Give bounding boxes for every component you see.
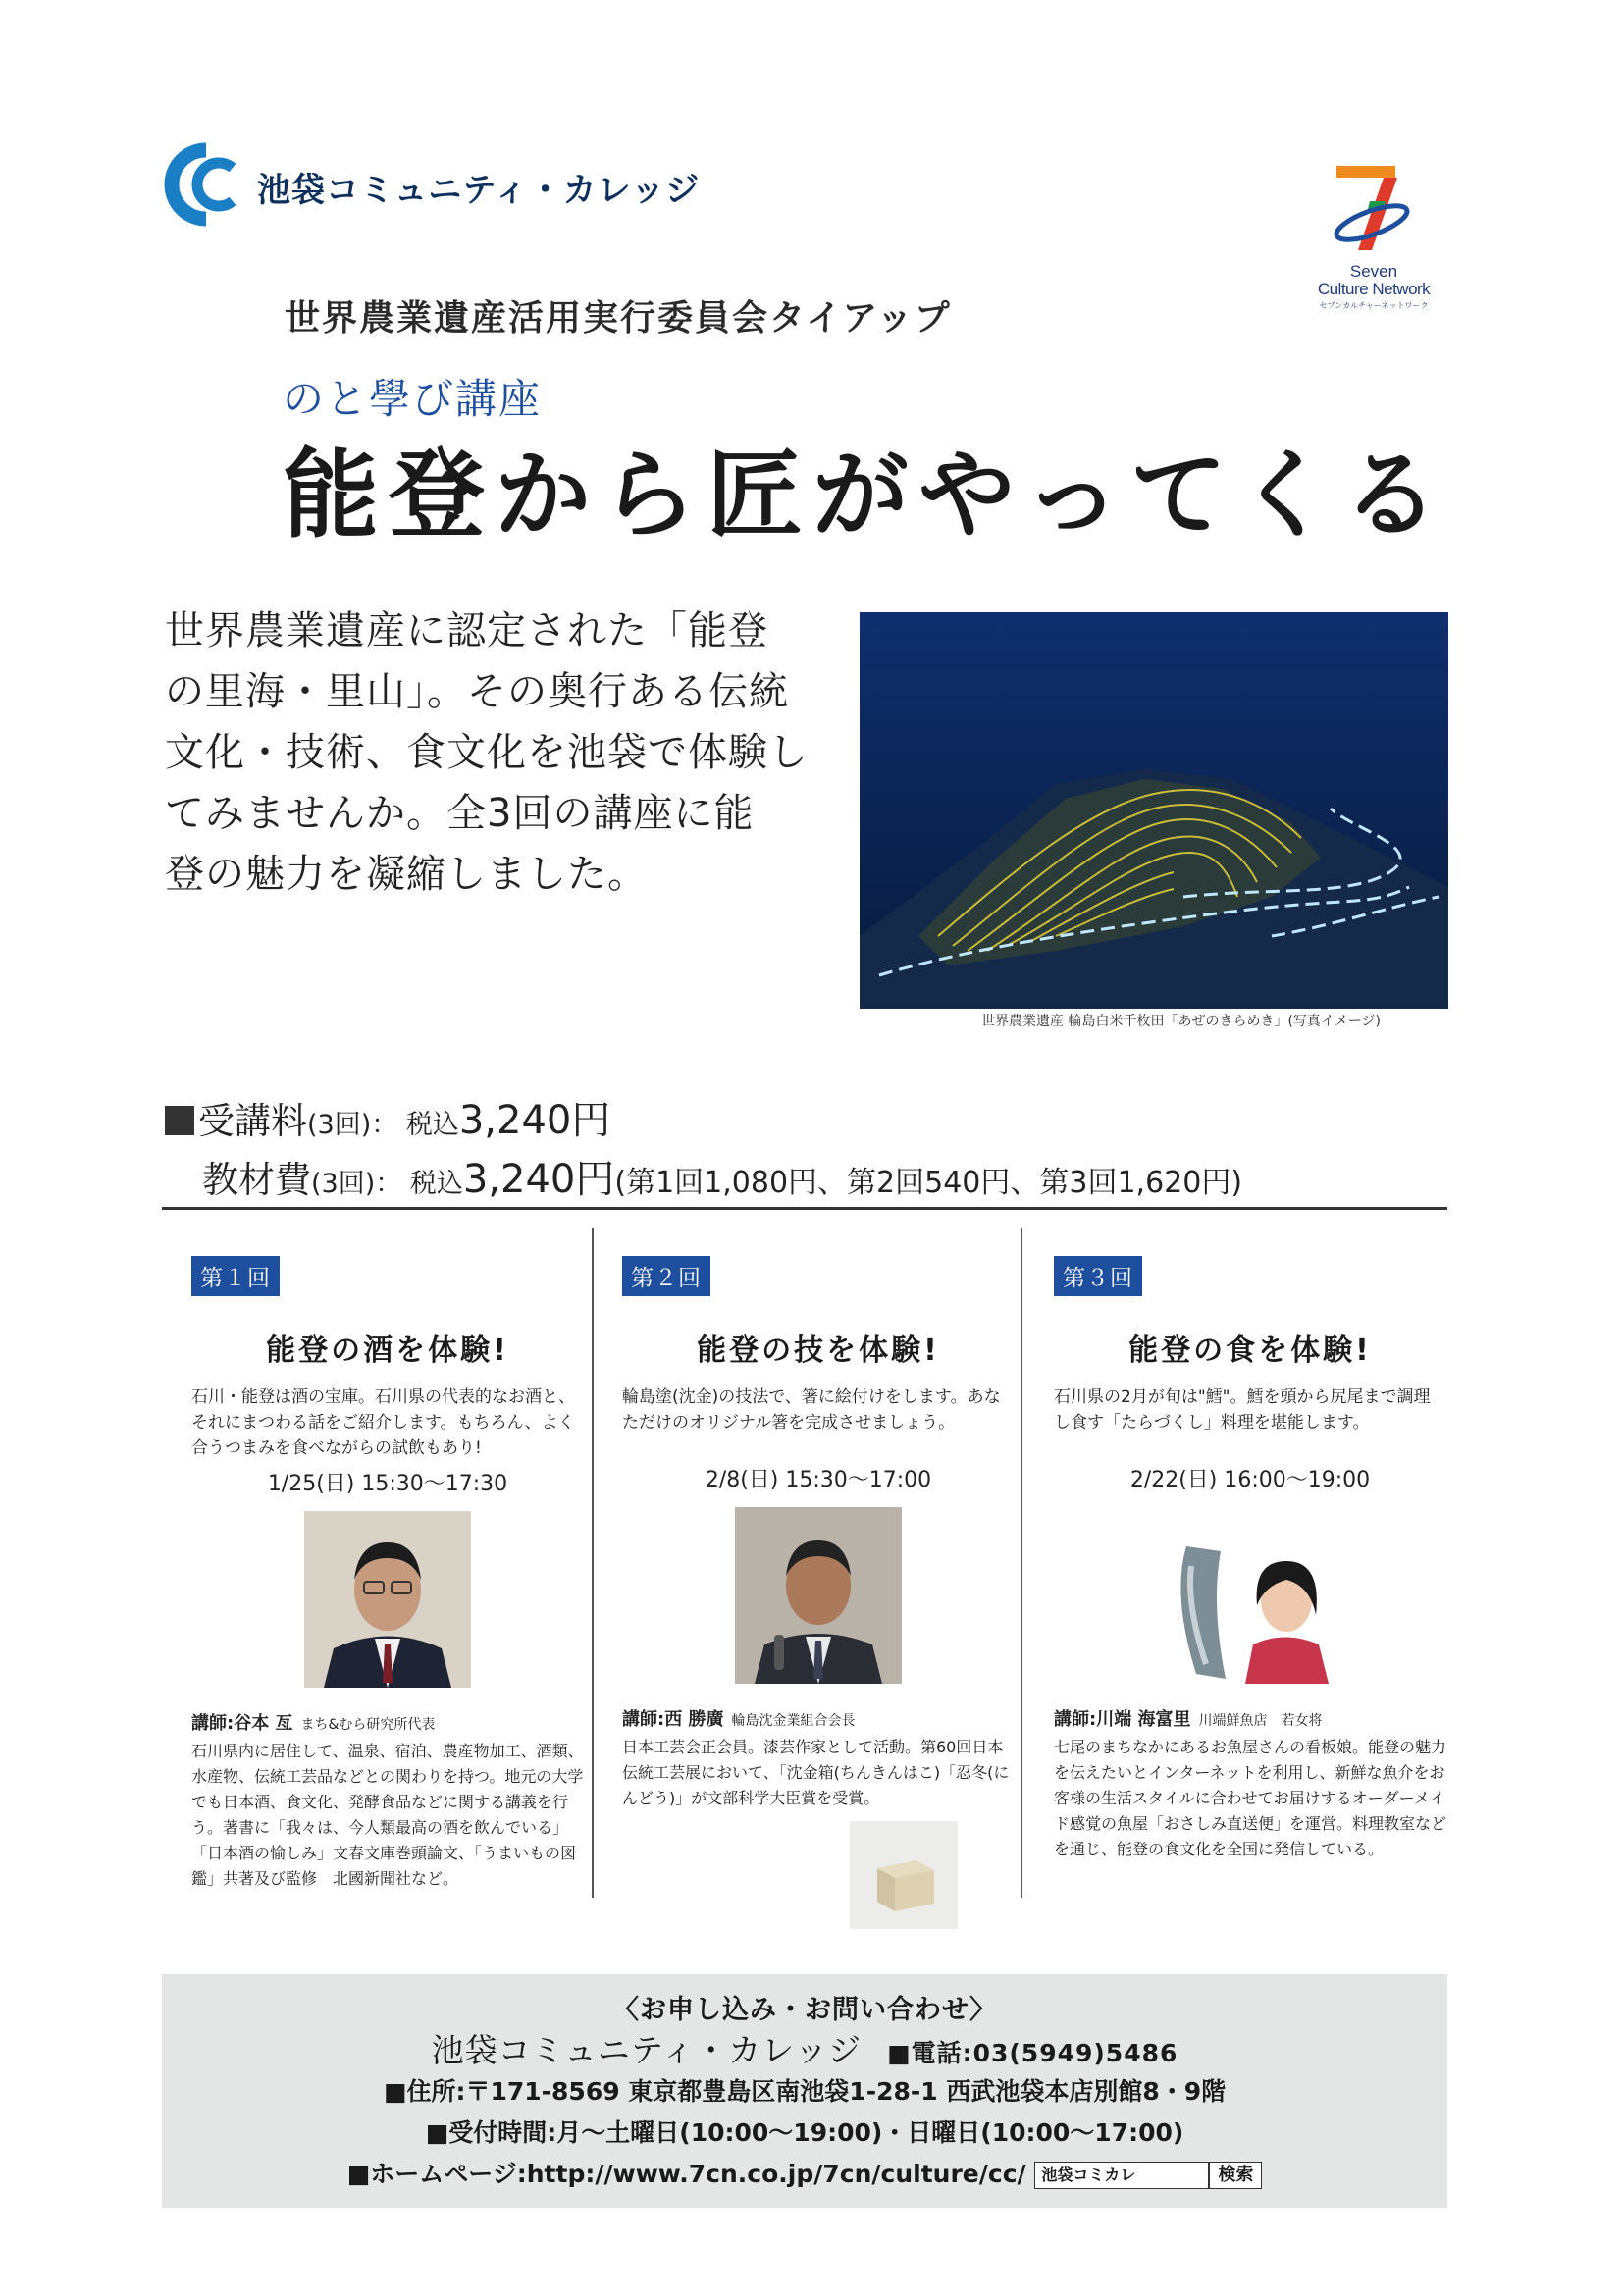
- session-badge: 第２回: [622, 1256, 710, 1296]
- session-title: 能登の技を体験!: [697, 1333, 940, 1368]
- contact-section: [162, 1974, 1447, 2208]
- photo-caption: 世界農業遺産 輪島白米千枚田「あぜのきらめき」(写真イメージ): [981, 1014, 1381, 1029]
- bullet-square-icon: [165, 1106, 194, 1135]
- lacquer-box-photo: [850, 1821, 958, 1929]
- series-name: のと學び講座: [283, 375, 543, 423]
- session-1: [191, 1256, 584, 1892]
- seven-logo-icon: [1325, 162, 1423, 255]
- session-2: [622, 1256, 1015, 1929]
- lecturer-portrait: [735, 1507, 902, 1684]
- intro-line: 世界農業遺産に認定された「能登: [165, 608, 768, 653]
- contact-web-row: [162, 2155, 1447, 2190]
- intro-text: [165, 600, 812, 905]
- lecturer-org: まち&むら研究所代表: [300, 1717, 436, 1733]
- session-badge: 第１回: [191, 1256, 280, 1296]
- column-divider: [592, 1228, 594, 1898]
- intro-line: 文化・技術、食文化を池袋で体験し: [165, 730, 809, 775]
- contact-heading: 〈お申し込み・お問い合わせ〉: [612, 1995, 997, 2025]
- network-name-jp: セブンカルチャーネットワーク: [1319, 301, 1429, 310]
- search-input[interactable]: 池袋コミカレ: [1034, 2162, 1209, 2189]
- session-title: 能登の食を体験!: [1128, 1333, 1372, 1368]
- lecturer-name-text: 講師:川端 海富里: [1054, 1709, 1191, 1730]
- section-divider: [162, 1207, 1447, 1210]
- lecturer-org: 輪島沈金業組合会長: [731, 1713, 856, 1729]
- session-description: 石川県の2月が旬は"鱈"。鱈を頭から尻尾まで調理し食す「たらづくし」料理を堪能します。: [1054, 1387, 1431, 1433]
- session-description: 石川・能登は酒の宝庫。石川県の代表的なお酒と、それにまつわる話をご紹介します。もちろん、よく合うつまみを食べながらの試飲もあり!: [191, 1387, 575, 1458]
- lecturer-bio: 七尾のまちなかにあるお魚屋さんの看板娘。能登の魅力を伝えたいとインターネットを利用し、新鮮な魚介をお客様の生活スタイルに合わせてお届けするオーダーメイド感覚の魚屋「おさしみ直送便」を運営。料理教室などを通じ、能登の食文化を全国に発信している。: [1054, 1738, 1447, 1858]
- search-button[interactable]: 検索: [1209, 2162, 1262, 2189]
- tuition-fee: [165, 1089, 610, 1145]
- tuition-amount: 3,240円: [458, 1098, 611, 1143]
- session-date: 2/22(日) 16:00〜19:00: [1129, 1468, 1371, 1492]
- intro-line: 登の魅力を凝縮しました。: [165, 852, 648, 897]
- network-name-2: Culture Network: [1317, 280, 1431, 298]
- seven-culture-network-logo: [1310, 162, 1438, 310]
- lecturer-name: [1054, 1705, 1446, 1731]
- tuition-tax-label: ： 税込: [371, 1110, 459, 1140]
- tuition-label: 受講料: [198, 1100, 307, 1142]
- contact-homepage[interactable]: ■ホームページ:http://www.7cn.co.jp/7cn/culture/cc/: [346, 2160, 1026, 2188]
- lecturer-name: [622, 1705, 1015, 1731]
- session-description: 輪島塗(沈金)の技法で、箸に絵付けをします。あなただけのオリジナル箸を完成させましょう。: [622, 1387, 1001, 1433]
- session-3: [1054, 1256, 1446, 1862]
- materials-tax-label: ： 税込: [375, 1169, 463, 1199]
- materials-count: (3回): [311, 1169, 376, 1199]
- rice-terrace-photo: [860, 612, 1448, 1009]
- materials-label: 教材費: [202, 1159, 311, 1201]
- materials-amount: 3,240円: [462, 1157, 615, 1202]
- session-badge: 第３回: [1054, 1256, 1142, 1296]
- page-title: 能登から匠がやってくる: [283, 440, 1449, 551]
- contact-phone: ■電話:03(5949)5486: [886, 2039, 1178, 2067]
- lecturer-name: [191, 1709, 584, 1735]
- materials-fee: [202, 1148, 1242, 1204]
- intro-line: の里海・里山」。その奥行ある伝統: [165, 669, 789, 714]
- materials-detail: (第1回1,080円、第2回540円、第3回1,620円): [614, 1166, 1243, 1200]
- tieup-heading: 世界農業遺産活用実行委員会タイアップ: [285, 298, 952, 339]
- lecturer-name-text: 講師:谷本 亙: [191, 1713, 293, 1734]
- session-date: 1/25(日) 15:30〜17:30: [267, 1472, 508, 1496]
- lecturer-name-text: 講師:西 勝廣: [622, 1709, 724, 1730]
- session-date: 2/8(日) 15:30〜17:00: [705, 1468, 932, 1492]
- lecturer-bio: 石川県内に居住して、温泉、宿泊、農産物加工、酒類、水産物、伝統工芸品などとの関わりを持つ。地元の大学でも日本酒、食文化、発酵食品などに関する講義を行う。著書に「我々は、今人類最高の酒を飲んでいる」「日本酒の愉しみ」文春文庫巻頭論文、「うまいもの図鑑」共著及び監修 北國新聞社など。: [191, 1742, 584, 1888]
- lecturer-portrait: [304, 1511, 471, 1688]
- intro-line: てみませんか。全3回の講座に能: [165, 791, 755, 836]
- column-divider: [1021, 1228, 1022, 1898]
- contact-address: ■住所:〒171-8569 東京都豊島区南池袋1-28-1 西武池袋本店別館8・9階: [383, 2077, 1227, 2106]
- lecturer-bio: 日本工芸会正会員。漆芸作家として活動。第60回日本伝統工芸展において、「沈金箱(ちんきんはこ)「忍冬(にんどう)」が文部科学大臣賞を受賞。: [622, 1738, 1010, 1807]
- lecturer-org: 川端鮮魚店 若女将: [1198, 1713, 1323, 1729]
- contact-name-row: [162, 2025, 1447, 2071]
- tuition-count: (3回): [307, 1110, 372, 1140]
- college-logo: [162, 140, 250, 229]
- contact-hours: ■受付時間:月〜土曜日(10:00〜19:00)・日曜日(10:00〜17:00): [425, 2118, 1184, 2147]
- network-name-1: Seven: [1349, 262, 1398, 281]
- lecturer-portrait: [1167, 1507, 1334, 1684]
- session-title: 能登の酒を体験!: [266, 1333, 509, 1368]
- college-name: 池袋コミュニティ・カレッジ: [257, 171, 701, 210]
- contact-college-name: 池袋コミュニティ・カレッジ: [431, 2031, 862, 2069]
